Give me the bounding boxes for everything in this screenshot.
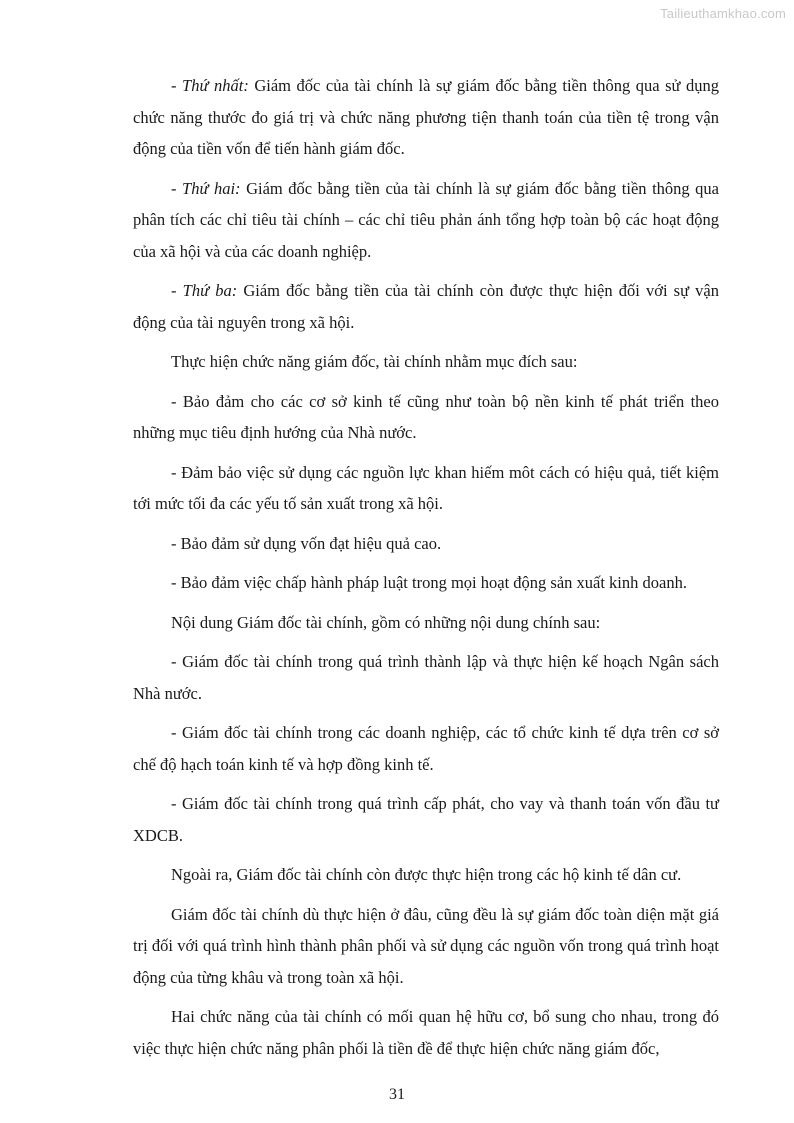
paragraph-lead: Thứ nhất: (182, 76, 249, 95)
paragraph: Hai chức năng của tài chính có mối quan hệ hữu cơ, bổ sung cho nhau, trong đó việc thực hiện chức năng phân phối là tiền đề để thực hiện chức năng giám đốc, (133, 1007, 719, 1058)
paragraph-lead: Thứ ba: (182, 281, 238, 300)
paragraph: Nội dung Giám đốc tài chính, gồm có những nội dung chính sau: (171, 612, 601, 632)
paragraph: - Giám đốc tài chính trong quá trình thành lập và thực hiện kế hoạch Ngân sách Nhà nước. (133, 652, 719, 703)
paragraph: - Giám đốc tài chính trong quá trình cấp phát, cho vay và thanh toán vốn đầu tư XDCB. (133, 794, 719, 845)
paragraph-lead: Thứ hai: (182, 178, 241, 198)
paragraph: Giám đốc tài chính dù thực hiện ở đâu, cũng đều là sự giám đốc toàn diện mặt giá trị đối với quá trình hình thành phân phối và sử dụng các nguồn vốn trong quá trình hoạt động của từng khâu và trong toàn xã hội. (133, 904, 719, 987)
document-body (133, 70, 719, 1072)
paragraph: - Thứ nhất: Giám đốc của tài chính là sự giám đốc bằng tiền thông qua sử dụng chức năng thước đo giá trị và chức năng phương tiện thanh toán của tiền tệ trong vận động của tiền vốn để tiến hành giám đốc. (133, 76, 719, 158)
paragraph: - Đảm bảo việc sử dụng các nguồn lực khan hiếm môt cách có hiệu quả, tiết kiệm tới mức tối đa các yếu tố sản xuất trong xã hội. (133, 462, 719, 513)
watermark-text: Tailieuthamkhao.com (660, 6, 786, 21)
paragraph: - Bảo đảm sử dụng vốn đạt hiệu quả cao. (171, 533, 442, 553)
paragraph: - Thứ ba: Giám đốc bằng tiền của tài chính còn được thực hiện đối với sự vận động của tài nguyên trong xã hội. (133, 281, 720, 332)
paragraph: - Giám đốc tài chính trong các doanh nghiệp, các tổ chức kinh tế dựa trên cơ sở chế độ hạch toán kinh tế và hợp đồng kinh tế. (133, 723, 719, 774)
paragraph: - Bảo đảm việc chấp hành pháp luật trong mọi hoạt động sản xuất kinh doanh. (171, 573, 687, 592)
paragraph: Thực hiện chức năng giám đốc, tài chính nhằm mục đích sau: (171, 352, 578, 371)
paragraph: - Thứ hai: Giám đốc bằng tiền của tài chính là sự giám đốc bằng tiền thông qua phân tích các chỉ tiêu tài chính – các chỉ tiêu phản ánh tổng hợp toàn bộ các hoạt động của xã hội và của các doanh nghiệp. (133, 178, 719, 261)
page-number: 31 (389, 1086, 405, 1103)
paragraph: Ngoài ra, Giám đốc tài chính còn được thực hiện trong các hộ kinh tế dân cư. (171, 865, 682, 884)
paragraph: - Bảo đảm cho các cơ sở kinh tế cũng như toàn bộ nền kinh tế phát triển theo những mục tiêu định hướng của Nhà nước. (133, 391, 719, 442)
